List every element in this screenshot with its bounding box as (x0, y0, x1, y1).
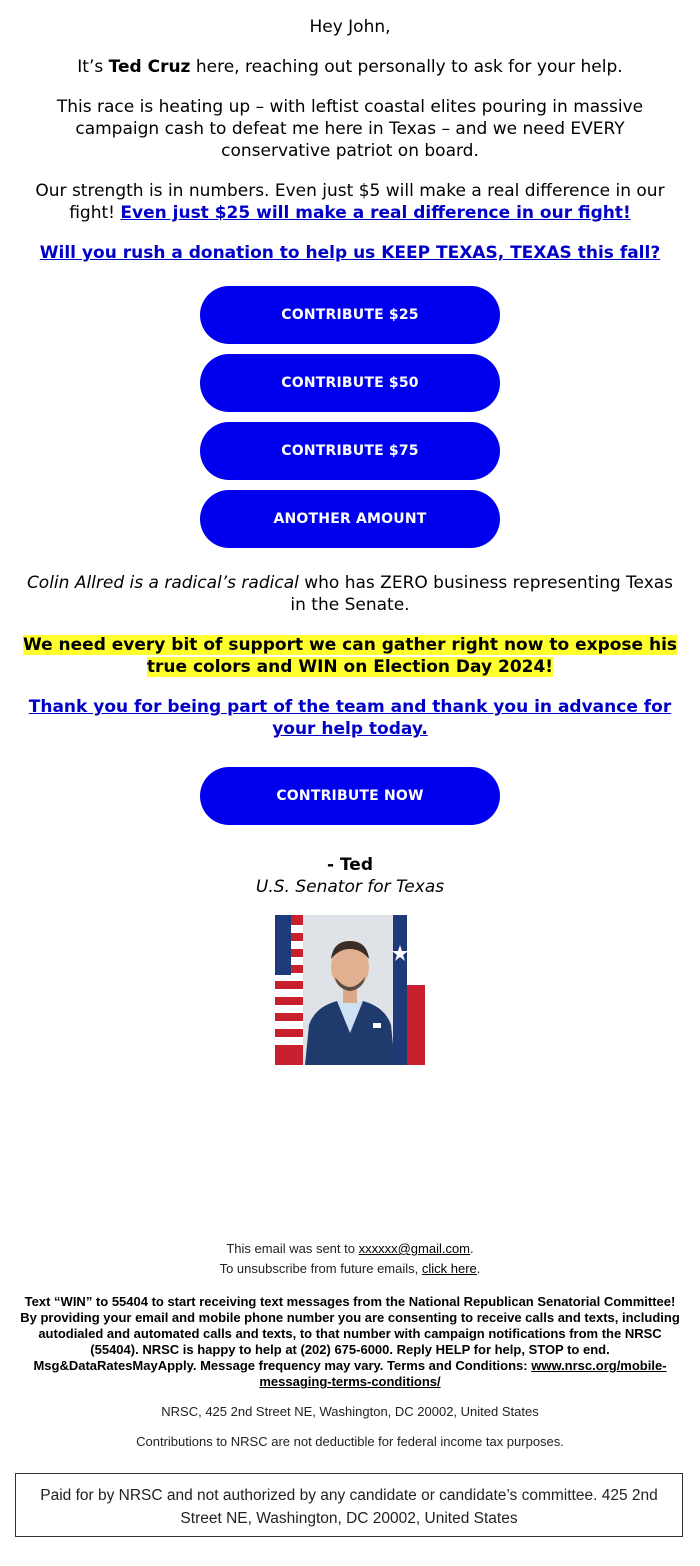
strength-text: Our strength is in numbers. Even just $5 will make a real difference in our fight! (35, 181, 665, 223)
rush-donation-link[interactable]: Will you rush a donation to help us KEEP TEXAS, TEXAS this fall? (39, 243, 661, 263)
sender-name: Ted Cruz (108, 57, 191, 77)
opponent-paragraph (20, 572, 680, 616)
thanks-paragraph (20, 696, 680, 740)
unsubscribe-link[interactable]: click here (421, 1261, 477, 1276)
terms-link[interactable]: www.nrsc.org/mobile-messaging-terms-conditions/ (259, 1358, 667, 1389)
tax-disclaimer: Contributions to NRSC are not deductible for federal income tax purposes. (136, 1434, 564, 1449)
sms-text: Text “WIN” to 55404 to start receiving text messages from the National Republican Senatorial Committee! By providing your email and mobile phone number you are consenting to receive calls and texts, including autodialed and automated calls and texts, to that number with campaign notifications from the NRSC (55404). NRSC is happy to help at (202) 675-6000. Reply HELP for help, STOP to end. Msg&DataRatesMayApply. Message frequency may vary. Terms and Conditions: (20, 1294, 680, 1373)
intro-paragraph (0, 56, 700, 78)
us-flag-icon (275, 915, 303, 1065)
recipient-email-link[interactable]: xxxxxx@gmail.com (358, 1241, 471, 1256)
thanks-link[interactable]: Thank you for being part of the team and thank you in advance for your help today. (28, 697, 672, 739)
signature-title: U.S. Senator for Texas (255, 877, 445, 897)
mailing-address: NRSC, 425 2nd Street NE, Washington, DC 20002, United States (161, 1404, 539, 1419)
contribute-now-button[interactable]: CONTRIBUTE NOW (200, 767, 500, 825)
unsubscribe-line (0, 1261, 700, 1277)
texas-flag-icon (392, 915, 425, 1065)
greeting: Hey John, (309, 17, 391, 37)
unsub-prefix: To unsubscribe from future emails, (219, 1261, 422, 1276)
sent-prefix: This email was sent to (226, 1241, 359, 1256)
sent-to-line (0, 1241, 700, 1257)
contribute-25-button[interactable]: CONTRIBUTE $25 (200, 286, 500, 344)
another-amount-button[interactable]: ANOTHER AMOUNT (200, 490, 500, 548)
ask-paragraph (0, 242, 700, 264)
strength-paragraph (20, 180, 680, 224)
donate-25-link[interactable]: Even just $25 will make a real difference in our fight! (120, 203, 631, 223)
senator-photo (275, 915, 425, 1065)
contribute-75-button[interactable]: CONTRIBUTE $75 (200, 422, 500, 480)
opponent-rest: who has ZERO business representing Texas in the Senate. (290, 573, 674, 615)
paid-for-box: Paid for by NRSC and not authorized by any candidate or candidate’s committee. 425 2nd Street NE, Washington, DC 20002, United States (15, 1473, 683, 1537)
sms-disclaimer (18, 1294, 682, 1390)
highlighted-text: We need every bit of support we can gather right now to expose his true colors and WIN on Election Day 2024! (22, 635, 678, 677)
contribute-50-button[interactable]: CONTRIBUTE $50 (200, 354, 500, 412)
intro-suffix: here, reaching out personally to ask for your help. (190, 57, 623, 77)
signature-name: - Ted (326, 855, 373, 875)
support-paragraph (20, 634, 680, 678)
race-paragraph: This race is heating up – with leftist coastal elites pouring in massive campaign cash to defeat me here in Texas – and we need EVERY conservative patriot on board. (56, 97, 644, 161)
intro-prefix: It’s (77, 57, 109, 77)
unsub-suffix: . (476, 1261, 481, 1276)
opponent-italic: Colin Allred is a radical’s radical (26, 573, 299, 593)
sent-suffix: . (470, 1241, 474, 1256)
